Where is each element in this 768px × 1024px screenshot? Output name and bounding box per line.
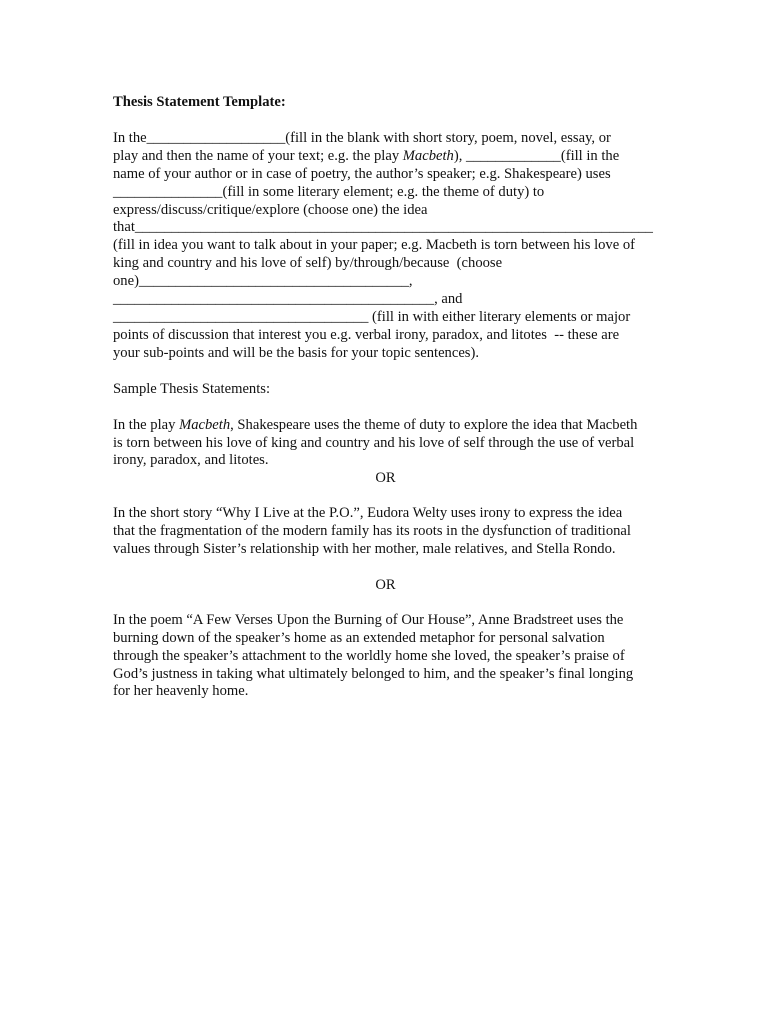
italic-title: Macbeth [402,147,454,164]
sample-macbeth [113,417,658,471]
text-line: In the play Macbeth, Shakespeare uses the theme of duty to explore the idea that Macbeth [113,416,638,433]
text-line: one)_____________________________________, [113,273,413,290]
text-line: burning down of the speaker’s home as an extended metaphor for personal salvation [113,629,605,646]
sample-bradstreet [113,612,658,702]
document-title: Thesis Statement Template: [113,94,286,110]
text-line: _______________(fill in some literary element; e.g. the theme of duty) to [113,183,545,200]
italic-title: Macbeth [179,416,231,433]
text-line: express/discuss/critique/explore (choose one) the idea [113,201,428,218]
text-line: In the poem “A Few Verses Upon the Burning of Our House”, Anne Bradstreet uses the [113,611,624,628]
text-line: points of discussion that interest you e.g. verbal irony, paradox, and litotes -- these are [113,326,620,343]
or-separator: OR [375,470,396,487]
document-body [113,94,658,701]
text-line: God’s justness in taking what ultimately belonged to him, and the speaker’s final longing [113,665,634,682]
text-line: through the speaker’s attachment to the worldly home she loved, the speaker’s praise of [113,647,625,664]
text-line: your sub-points and will be the basis for your topic sentences). [113,344,479,361]
text-line: (fill in idea you want to talk about in your paper; e.g. Macbeth is torn between his love of [113,237,635,254]
text-line: play and then the name of your text; e.g. the play Macbeth), _____________(fill in the [113,147,620,164]
text-line: In the___________________(fill in the blank with short story, poem, novel, essay, or [113,129,611,146]
text-line: ___________________________________ (fill in with either literary elements or major [113,308,631,325]
sample-welty [113,505,658,559]
text-line: is torn between his love of king and country and his love of self through the use of verbal [113,434,635,451]
or-separator: OR [375,576,396,593]
text-line: In the short story “Why I Live at the P.O.”, Eudora Welty uses irony to express the idea [113,505,623,522]
text-line: for her heavenly home. [113,683,249,700]
text-line: values through Sister’s relationship with her mother, male relatives, and Stella Rondo. [113,541,616,558]
text-line: name of your author or in case of poetry, the author’s speaker; e.g. Shakespeare) uses [113,165,611,182]
text-line: that the fragmentation of the modern family has its roots in the dysfunction of traditional [113,523,631,540]
text-line: king and country and his love of self) by/through/because (choose [113,255,503,272]
text-line: ____________________________________________, and [113,291,463,308]
text-line: that_______________________________________________________________________ [113,219,653,236]
template-paragraph [113,130,658,363]
sample-heading: Sample Thesis Statements: [113,380,271,397]
text-line: irony, paradox, and litotes. [113,452,269,469]
